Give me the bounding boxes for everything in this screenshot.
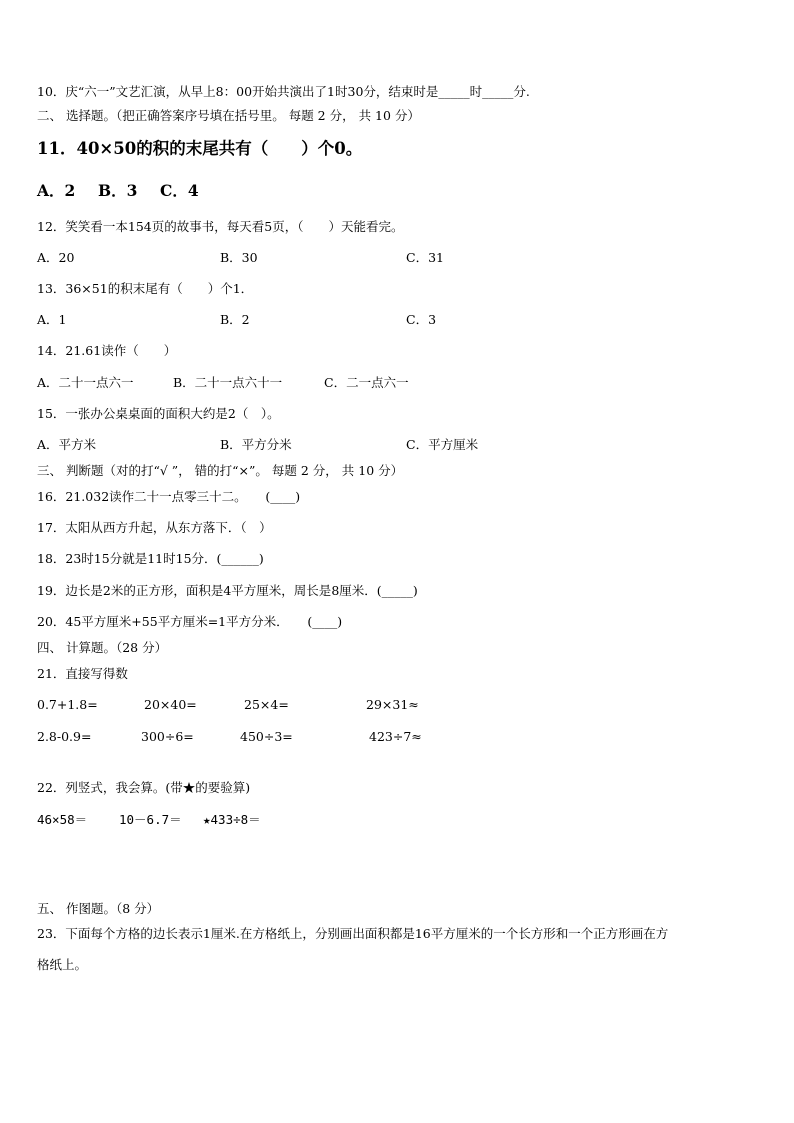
section-3-heading: 三、 判断题（对的打“√ ”， 错的打“×”。 每题 2 分， 共 10 分） bbox=[37, 463, 404, 478]
question-22: 22．列竖式，我会算。(带★的要验算) bbox=[37, 780, 251, 795]
q13-option-c: C．3 bbox=[406, 312, 437, 327]
q21-item: 29×31≈ bbox=[366, 697, 419, 712]
question-18: 18．23时15分就是11时15分．(______) bbox=[37, 551, 264, 566]
section-4-heading: 四、 计算题。（28 分） bbox=[37, 640, 168, 655]
question-10: 10．庆“六一”文艺汇演，从早上8：00开始共演出了1时30分，结束时是_____时_____分. bbox=[37, 84, 530, 99]
question-12: 12．笑笑看一本154页的故事书，每天看5页，（ ）天能看完。 bbox=[37, 219, 404, 234]
q21-item: 423÷7≈ bbox=[369, 729, 422, 744]
q15-option-b: B．平方分米 bbox=[220, 437, 292, 452]
q14-option-a: A．二十一点六一 bbox=[37, 375, 134, 390]
q21-item: 300÷6= bbox=[141, 729, 194, 744]
section-5-heading: 五、 作图题。（8 分） bbox=[37, 901, 160, 916]
q21-item: 0.7+1.8= bbox=[37, 697, 98, 712]
q14-option-b: B．二十一点六十一 bbox=[173, 375, 283, 390]
q11-option-c: C．4 bbox=[160, 181, 199, 200]
question-14: 14．21.61读作（ ） bbox=[37, 343, 177, 358]
question-19: 19．边长是2米的正方形，面积是4平方厘米，周长是8厘米．(_____) bbox=[37, 583, 418, 598]
q21-item: 20×40= bbox=[144, 697, 197, 712]
q11-option-b: B．3 bbox=[98, 181, 138, 200]
q12-option-c: C．31 bbox=[406, 250, 444, 265]
question-16: 16．21.032读作二十一点零三十二。 (____) bbox=[37, 489, 301, 504]
question-11: 11．40×50的积的末尾共有（ ）个0。 bbox=[37, 139, 363, 158]
q12-option-a: A．20 bbox=[37, 250, 75, 265]
question-21: 21．直接写得数 bbox=[37, 666, 128, 681]
question-23-line2: 格纸上。 bbox=[37, 957, 88, 972]
q13-option-a: A．1 bbox=[37, 312, 67, 327]
q22-item: ★433÷8＝ bbox=[203, 812, 261, 827]
question-23-line1: 23．下面每个方格的边长表示1厘米.在方格纸上，分别画出面积都是16平方厘米的一个长方形和一个正方形画在方 bbox=[37, 926, 669, 941]
q21-item: 2.8-0.9= bbox=[37, 729, 92, 744]
q11-option-a: A．2 bbox=[37, 181, 76, 200]
q15-option-a: A．平方米 bbox=[37, 437, 97, 452]
question-17: 17．太阳从西方升起，从东方落下．（ ） bbox=[37, 520, 272, 535]
q22-item: 46×58＝ bbox=[37, 812, 88, 827]
q21-item: 450÷3= bbox=[240, 729, 293, 744]
q21-item: 25×4= bbox=[244, 697, 289, 712]
question-20: 20．45平方厘米+55平方厘米=1平方分米． (____) bbox=[37, 614, 343, 629]
question-15: 15．一张办公桌桌面的面积大约是2（ ）。 bbox=[37, 406, 280, 421]
q12-option-b: B．30 bbox=[220, 250, 258, 265]
question-13: 13．36×51的积末尾有（ ）个1． bbox=[37, 281, 254, 296]
q22-item: 10－6.7＝ bbox=[119, 812, 182, 827]
q13-option-b: B．2 bbox=[220, 312, 250, 327]
q15-option-c: C．平方厘米 bbox=[406, 437, 479, 452]
section-2-heading: 二、 选择题。（把正确答案序号填在括号里。 每题 2 分， 共 10 分） bbox=[37, 108, 420, 123]
q14-option-c: C．二一点六一 bbox=[324, 375, 409, 390]
